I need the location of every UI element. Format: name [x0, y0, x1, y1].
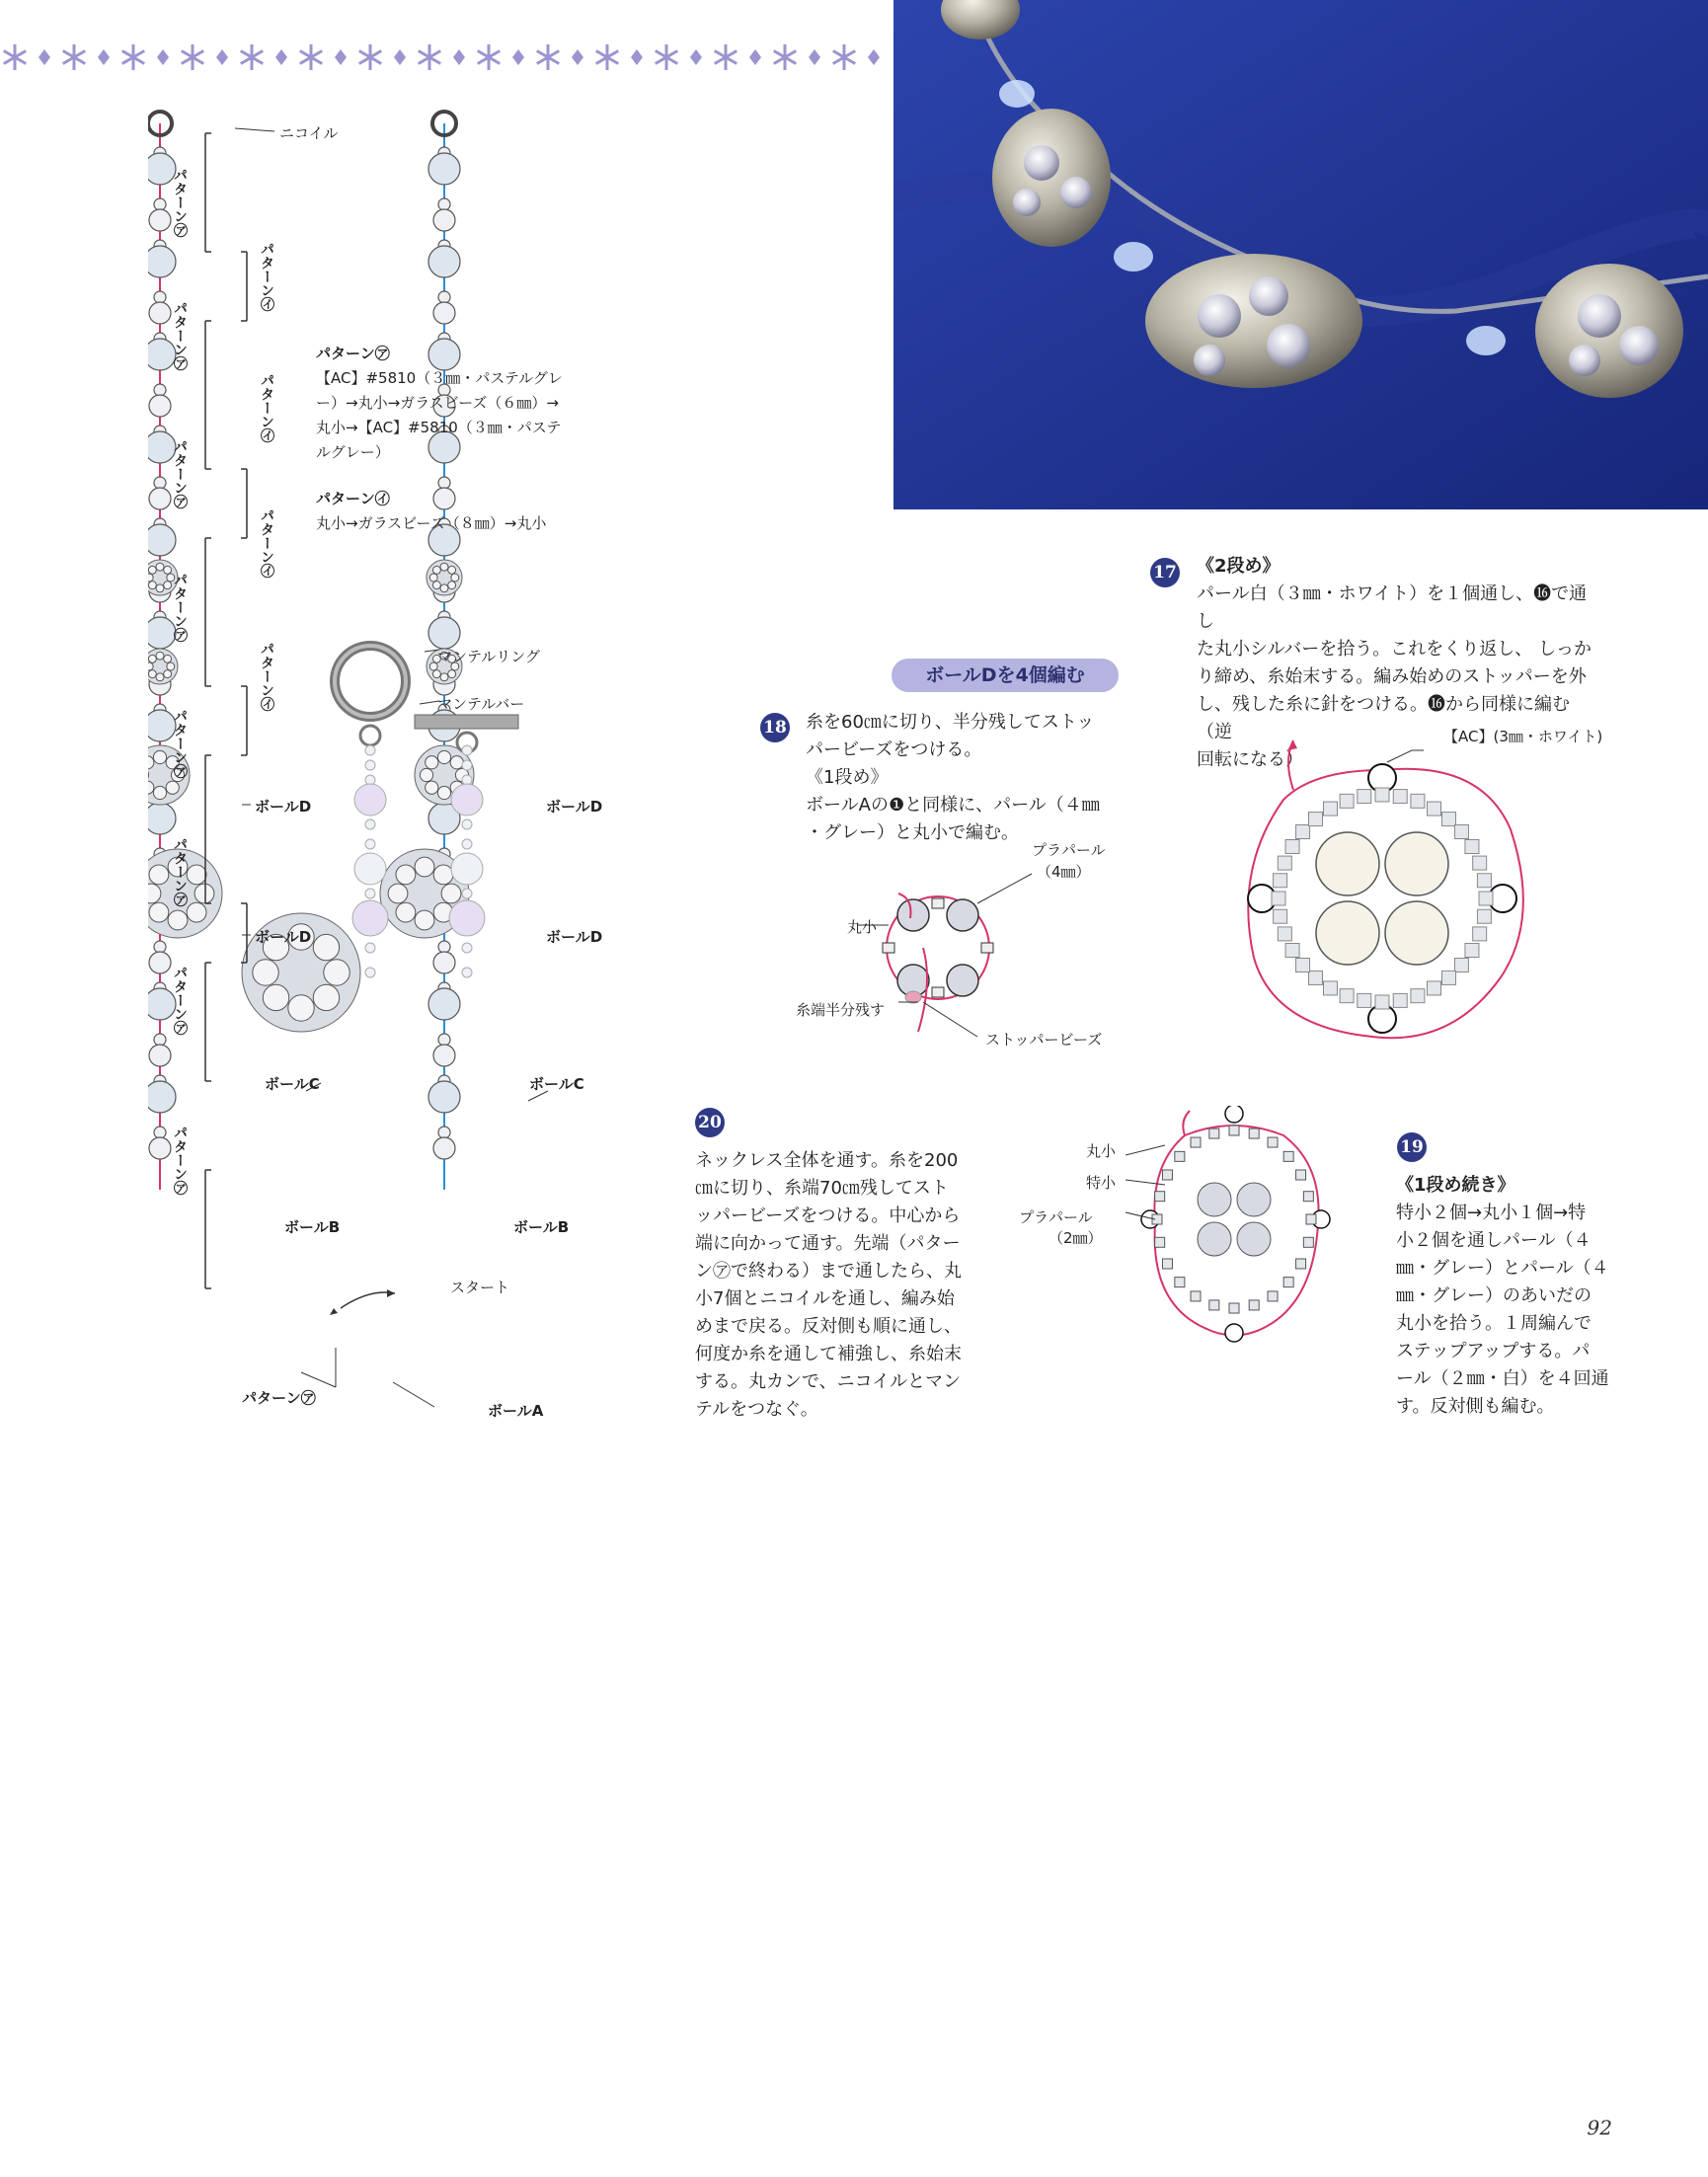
pattern-a-bottom-label: パターン㋐ — [242, 1389, 316, 1407]
ball-b-label-right: ボールB — [513, 1218, 570, 1236]
seed-bead — [1454, 825, 1468, 839]
diamond-icon — [216, 49, 228, 65]
mantel-clasp-diagram — [321, 632, 548, 987]
clasp-bead — [462, 943, 472, 953]
diamond-icon — [631, 49, 643, 65]
pearl — [148, 670, 156, 678]
seed-bead — [1272, 892, 1285, 905]
seed-bead — [1428, 802, 1441, 816]
pearl — [194, 884, 214, 903]
pearl — [148, 662, 153, 670]
mantel-ring-label: マンテルリング — [437, 648, 540, 665]
clasp-bead — [451, 784, 483, 816]
seed-bead — [1309, 813, 1323, 826]
snowflake-icon — [655, 44, 678, 70]
seed-bead — [1428, 981, 1441, 995]
pearl — [429, 574, 437, 582]
step20-line: 何度か糸を通して補強し、糸始末 — [695, 1344, 962, 1364]
seed-bead — [1162, 1170, 1172, 1180]
seed-bead — [1306, 1214, 1316, 1224]
step20-line: ㎝に切り、糸端70㎝残してスト — [695, 1178, 949, 1199]
pearl — [1316, 901, 1379, 965]
step19-line: ㎜・グレー）とパール（４ — [1396, 1258, 1609, 1279]
snowflake-icon — [595, 44, 619, 70]
diamond-icon — [157, 49, 169, 65]
pearl — [1385, 901, 1448, 965]
clasp-bead — [462, 839, 472, 849]
bead — [433, 1045, 455, 1066]
clasp-bead — [449, 900, 485, 936]
step20-line: ッパービーズをつける。中心から — [695, 1205, 961, 1226]
clasp-bead — [451, 853, 483, 885]
marusho-bead — [932, 987, 944, 997]
seed-bead — [1155, 1192, 1165, 1202]
pattern-a-vertical-label: パターン㋐ — [172, 573, 188, 642]
pearl — [1237, 1222, 1271, 1256]
step-number-19: 19 — [1397, 1132, 1427, 1162]
pearl — [1198, 1222, 1231, 1256]
ball-a-label: ボールA — [488, 1402, 544, 1420]
bead — [154, 941, 166, 953]
seed-bead — [1477, 909, 1491, 923]
pattern-a-vertical-label: パターン㋐ — [172, 1126, 188, 1195]
snowflake-icon — [62, 44, 86, 70]
pearl — [1198, 1183, 1231, 1216]
seed-bead — [1155, 1237, 1165, 1247]
pla-pearl-label: プラパール — [1032, 841, 1106, 859]
diamond-icon — [98, 49, 110, 65]
step-number-17: 17 — [1150, 558, 1180, 587]
step17-line: 回転になる） — [1197, 749, 1303, 770]
pattern-i-vertical-label: パターン㋑ — [259, 373, 274, 442]
pla-pearl-size-label: （4㎜） — [1037, 863, 1091, 881]
seed-bead — [1296, 1259, 1306, 1269]
pattern-legend — [316, 342, 573, 536]
pearl — [156, 563, 164, 571]
pearl — [947, 965, 978, 996]
snowflake-icon — [3, 44, 27, 70]
diamond-icon — [809, 49, 820, 65]
pattern-a-vertical-label: パターン㋐ — [172, 168, 188, 237]
clasp-bead — [365, 839, 375, 849]
seed-bead — [1249, 1300, 1259, 1310]
pattern-i-vertical-label: パターン㋑ — [259, 242, 274, 311]
bead — [433, 302, 455, 324]
pearl — [149, 865, 169, 885]
pearl — [440, 584, 448, 592]
step17-line: た丸小シルバーを拾う。これをくり返し、 しっか — [1197, 639, 1592, 660]
pattern-i-title: パターン㋑ — [316, 490, 390, 507]
pattern-a-vertical-label: パターン㋐ — [172, 439, 188, 508]
bead — [148, 524, 176, 556]
seed-bead — [1303, 1237, 1313, 1247]
seed-bead — [1191, 1137, 1201, 1147]
snowflake-icon — [181, 44, 204, 70]
pattern-i-vertical-label: パターン㋑ — [259, 508, 274, 578]
seed-bead — [1465, 944, 1479, 958]
seed-bead — [1274, 909, 1287, 923]
bead — [154, 1127, 166, 1138]
step19-line: ステップアップする。パ — [1396, 1341, 1591, 1361]
section-heading: ボールDを4個編む — [892, 659, 1119, 692]
pearl — [148, 566, 156, 574]
step17-title: 《2段め》 — [1197, 556, 1281, 577]
clasp-bead — [365, 819, 375, 829]
bead — [149, 302, 171, 324]
bead — [149, 488, 171, 509]
marusho-bead — [883, 943, 894, 953]
seed-bead — [1340, 794, 1354, 808]
diamond-icon — [690, 49, 702, 65]
seed-bead — [1479, 892, 1493, 905]
step17-line: し、残した糸に針をつける。⓰から同様に編む（逆 — [1197, 694, 1570, 742]
seed-bead — [1441, 813, 1455, 826]
pearl — [164, 655, 172, 662]
seed-bead — [1283, 1278, 1293, 1287]
ball-b-label-left: ボールB — [284, 1218, 341, 1236]
pattern-a-vertical-label: パターン㋐ — [172, 837, 188, 906]
step20-line: テルをつなぐ。 — [695, 1399, 818, 1420]
pattern-a-vertical-label: パターン㋐ — [172, 966, 188, 1035]
seed-bead — [1296, 1170, 1306, 1180]
snowflake-icon — [714, 44, 738, 70]
seed-bead — [1375, 788, 1389, 802]
step18-line: パービーズをつける。 — [806, 739, 982, 760]
pattern-a-line: 丸小→【AC】#5810（３㎜・パステ — [316, 419, 562, 436]
diamond-icon — [868, 49, 880, 65]
diamond-icon — [39, 49, 50, 65]
bead — [149, 1137, 171, 1159]
pearl — [288, 995, 314, 1021]
pearl — [440, 563, 448, 571]
seed-bead — [1296, 825, 1310, 839]
pearl — [1316, 832, 1379, 895]
seed-bead — [1441, 971, 1455, 984]
pearl — [153, 786, 166, 799]
diamond-icon — [275, 49, 287, 65]
pearl — [148, 655, 156, 662]
seed-bead — [1411, 989, 1425, 1003]
step19-text — [1396, 1172, 1613, 1421]
pla-pearl — [1225, 1324, 1243, 1342]
seed-bead — [1454, 958, 1468, 972]
pearl — [897, 899, 929, 931]
seed-bead — [1324, 802, 1338, 816]
pearl — [153, 750, 166, 763]
bead — [438, 1034, 450, 1046]
pattern-a-line: ー）→丸小→ガラスビーズ（６㎜）→ — [316, 394, 559, 412]
marusho-bead — [932, 898, 944, 908]
bead — [154, 291, 166, 303]
step18-line: 《1段め》 — [806, 767, 889, 788]
seed-bead — [1268, 1137, 1278, 1147]
pattern-a-vertical-label: パターン㋐ — [172, 301, 188, 370]
pearl — [187, 902, 206, 922]
clasp-bead — [365, 889, 375, 898]
pearl — [167, 662, 175, 670]
diamond-icon — [335, 49, 347, 65]
clasp-bead — [354, 853, 386, 885]
step20-line: 端に向かって通す。先端（パター — [695, 1233, 961, 1254]
clasp-bead — [365, 760, 375, 770]
bead — [149, 209, 171, 231]
seed-bead — [1191, 1291, 1201, 1301]
bead — [154, 198, 166, 210]
clasp-bead — [462, 968, 472, 977]
bead — [149, 1045, 171, 1066]
snowflake-icon — [832, 44, 856, 70]
seed-bead — [1229, 1126, 1239, 1135]
bead — [428, 988, 460, 1020]
mantel-bar-label: マンテルバー — [437, 695, 525, 713]
seed-bead — [1411, 794, 1425, 808]
seed-bead — [1274, 874, 1287, 888]
pattern-a-title: パターン㋐ — [316, 345, 390, 362]
seed-bead — [1473, 856, 1487, 870]
seed-bead — [1296, 958, 1310, 972]
seed-bead — [1477, 874, 1491, 888]
snowflake-icon — [299, 44, 323, 70]
pearl — [451, 574, 459, 582]
step-number-20: 20 — [695, 1108, 725, 1137]
step19-line: 丸小を拾う。１周編んで — [1396, 1313, 1592, 1334]
step17-diagram — [1214, 731, 1550, 1066]
seed-bead — [1268, 1291, 1278, 1301]
clasp-bead — [365, 968, 375, 977]
step18-text — [806, 709, 1122, 847]
pearl — [448, 582, 456, 589]
bead — [148, 246, 176, 277]
clasp-bead — [354, 784, 386, 816]
bead — [148, 1081, 176, 1113]
bead — [428, 1081, 460, 1113]
pearl — [156, 584, 164, 592]
snowflake-icon — [773, 44, 797, 70]
seed-bead — [1209, 1300, 1219, 1310]
seed-bead — [1285, 944, 1299, 958]
step19-tokusho-label: 特小 — [1086, 1174, 1117, 1192]
clasp-bead — [462, 745, 472, 755]
pearl — [166, 781, 179, 794]
seed-bead — [1393, 993, 1407, 1007]
seed-bead — [1465, 840, 1479, 854]
clasp-bead — [462, 760, 472, 770]
pearl — [149, 902, 169, 922]
start-label: スタート — [450, 1279, 510, 1296]
pla-pearl — [1225, 1106, 1243, 1123]
pearl — [148, 574, 153, 582]
clasp-bead — [462, 819, 472, 829]
pattern-i-vertical-label: パターン㋑ — [259, 642, 274, 711]
snowflake-icon — [121, 44, 145, 70]
seed-bead — [1324, 981, 1338, 995]
seed-bead — [1283, 1151, 1293, 1161]
bead — [428, 246, 460, 277]
seed-bead — [1358, 790, 1371, 804]
step18-line: 糸を60㎝に切り、半分残してストッ — [806, 712, 1095, 733]
seed-bead — [1285, 840, 1299, 854]
pattern-a-line: 【AC】#5810（３㎜・パステルグレ — [316, 369, 563, 387]
step17-line: り締め、糸始末する。編み始めのストッパーを外 — [1197, 666, 1587, 687]
pearl — [168, 910, 188, 930]
stopper-bead-label: ストッパービーズ — [985, 1031, 1103, 1049]
pearl — [448, 566, 456, 574]
step20-line: ン㋐で終わる）まで通したら、丸 — [695, 1261, 962, 1282]
diamond-icon — [749, 49, 761, 65]
clasp-bead — [352, 900, 388, 936]
decorative-snowflake-band — [0, 38, 889, 77]
seed-bead — [1162, 1259, 1172, 1269]
step18-line: ・グレー）と丸小で編む。 — [806, 822, 1019, 843]
pearl — [432, 566, 440, 574]
pearl — [313, 984, 339, 1010]
ball-c-label-right: ボールC — [529, 1075, 584, 1093]
ball-c-label-left: ボールC — [265, 1075, 320, 1093]
bead — [438, 291, 450, 303]
step19-line: 小２個を通しパール（４ — [1396, 1230, 1592, 1251]
pearl — [156, 652, 164, 660]
step19-line: 特小２個→丸小１個→特 — [1396, 1203, 1587, 1223]
nikoil-label: ニコイル — [279, 124, 339, 142]
step19-title: 《1段め続き》 — [1396, 1175, 1515, 1196]
pearl — [253, 960, 278, 985]
pearl — [432, 582, 440, 589]
seed-bead — [1393, 790, 1407, 804]
snowflake-icon — [536, 44, 560, 70]
diamond-icon — [453, 49, 465, 65]
bead — [438, 198, 450, 210]
bead — [433, 209, 455, 231]
step20-line: 小7個とニコイルを通し、編み始 — [695, 1288, 955, 1309]
seed-bead — [1303, 1192, 1313, 1202]
ac-white-label: 【AC】(3㎜・ホワイト) — [1443, 728, 1603, 745]
bead — [148, 803, 176, 834]
pattern-a-line: ルグレー） — [316, 443, 390, 461]
seed-bead — [1209, 1128, 1219, 1138]
seed-bead — [1175, 1151, 1185, 1161]
step19-diagram — [1126, 1106, 1343, 1353]
step19-line: ㎜・グレー）のあいだの — [1396, 1285, 1592, 1306]
ball-d-label-right: ボールD — [546, 928, 603, 946]
step19-pla-pearl-label: プラパール — [1019, 1208, 1093, 1226]
pearl — [164, 670, 172, 678]
diamond-icon — [572, 49, 583, 65]
seed-bead — [1229, 1303, 1239, 1313]
seed-bead — [1249, 1128, 1259, 1138]
pearl — [263, 984, 288, 1010]
seed-bead — [1375, 995, 1389, 1009]
ball-d-label-left: ボールD — [255, 928, 312, 946]
bead — [154, 384, 166, 396]
step19-line: ール（２㎜・白）を４回通 — [1396, 1368, 1609, 1389]
step19-pla-pearl-size-label: （2㎜） — [1048, 1229, 1103, 1247]
pattern-a-vertical-label: パターン㋐ — [172, 709, 188, 778]
half-thread-label: 糸端半分残す — [796, 1001, 886, 1019]
snowflake-icon — [240, 44, 264, 70]
pearl — [148, 582, 156, 589]
snowflake-icon — [358, 44, 382, 70]
necklace-photo — [893, 0, 1708, 509]
page-number: 92 — [1587, 2116, 1612, 2139]
step19-marusho-label: 丸小 — [1086, 1142, 1117, 1160]
seed-bead — [1278, 856, 1291, 870]
step20-text — [695, 1147, 971, 1424]
bead — [149, 395, 171, 417]
step-number-18: 18 — [760, 713, 790, 742]
seed-bead — [1309, 971, 1323, 984]
seed-bead — [1340, 989, 1354, 1003]
step20-line: ネックレス全体を通す。糸を200 — [695, 1150, 959, 1171]
ball-d-label-right: ボールD — [546, 798, 603, 816]
pearl — [1385, 832, 1448, 895]
pearl — [187, 865, 206, 885]
seed-bead — [1175, 1278, 1185, 1287]
marusho-bead — [981, 943, 993, 953]
bead — [154, 1034, 166, 1046]
snowflake-icon — [477, 44, 501, 70]
bead — [149, 952, 171, 973]
seed-bead — [1278, 927, 1291, 941]
marusho-label: 丸小 — [847, 918, 878, 936]
step19-line: す。反対側も編む。 — [1396, 1396, 1555, 1417]
clasp-bead — [365, 745, 375, 755]
step20-line: する。丸カンで、ニコイルとマン — [695, 1371, 962, 1392]
bead — [154, 477, 166, 489]
pearl — [947, 899, 978, 931]
diamond-icon — [394, 49, 406, 65]
seed-bead — [1473, 927, 1487, 941]
bead — [438, 1127, 450, 1138]
step17-line: パール白（３㎜・ホワイト）を１個通し、⓰で通し — [1197, 583, 1588, 632]
step18-line: ボールAの❶と同様に、パール（４㎜ — [806, 795, 1100, 816]
bead — [428, 153, 460, 185]
ball-d-label-left: ボールD — [255, 798, 312, 816]
clasp-bead — [365, 943, 375, 953]
diamond-icon — [512, 49, 524, 65]
clasp-bead — [462, 889, 472, 898]
seed-bead — [1358, 993, 1371, 1007]
bead — [433, 1137, 455, 1159]
pearl — [156, 673, 164, 681]
pearl — [1237, 1183, 1271, 1216]
step20-line: めまで戻る。反対側も順に通し、 — [695, 1316, 962, 1337]
snowflake-icon — [418, 44, 441, 70]
pattern-i-line: 丸小→ガラスビーズ（８㎜）→丸小 — [316, 514, 547, 532]
